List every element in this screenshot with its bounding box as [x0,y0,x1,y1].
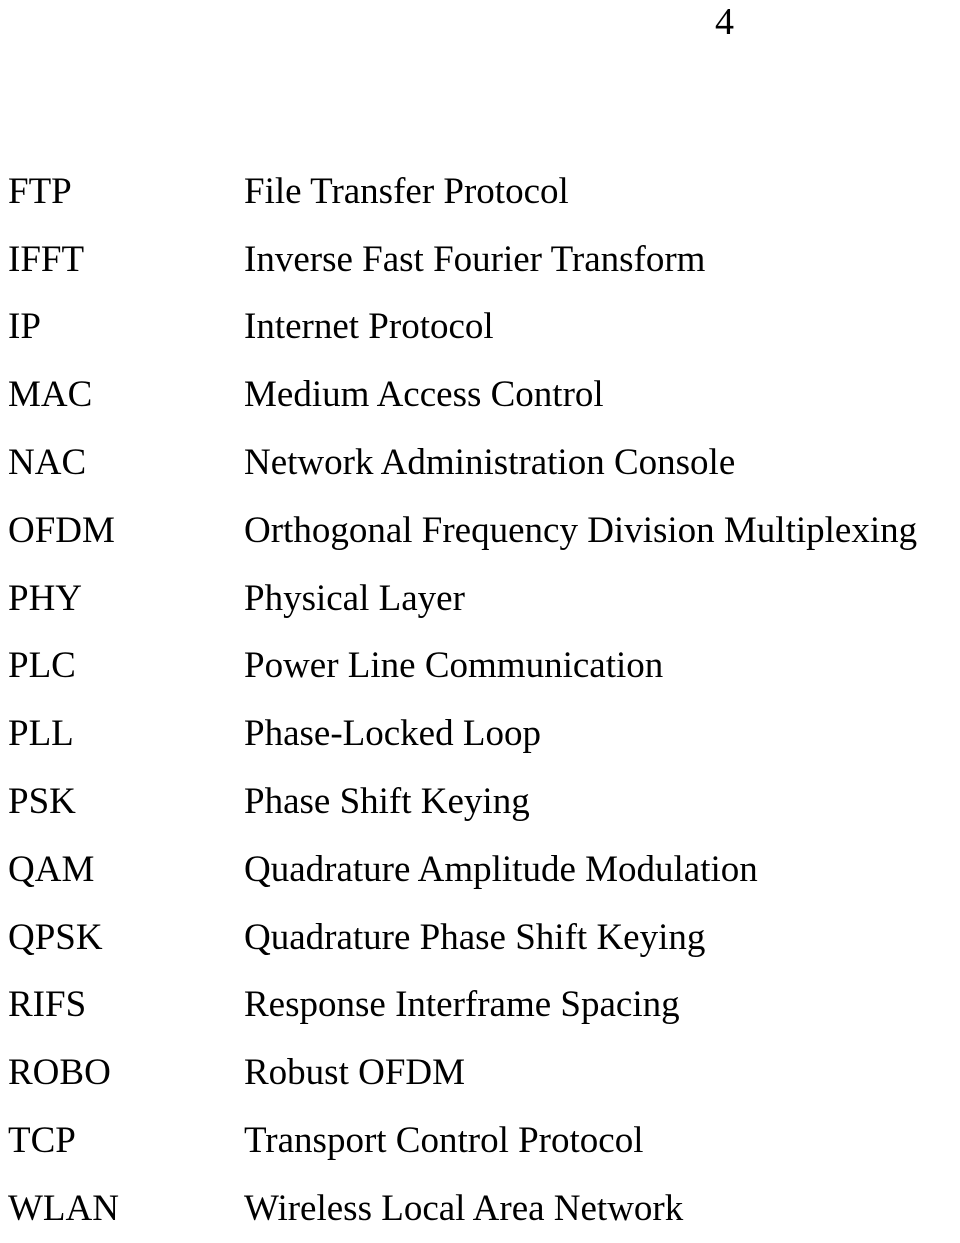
abbreviation-term: ROBO [8,1052,111,1094]
abbreviation-term: FTP [8,170,72,212]
abbreviation-row [8,565,958,633]
abbreviation-row [8,1107,958,1175]
abbreviation-term: TCP [8,1120,76,1162]
abbreviation-definition: Power Line Communication [244,645,664,687]
abbreviation-row [8,158,958,226]
abbreviation-term: PHY [8,577,83,619]
page-number: 4 [715,1,734,43]
abbreviation-definition: Quadrature Phase Shift Keying [244,916,706,958]
abbreviation-term: IP [8,306,41,348]
abbreviation-definition: Quadrature Amplitude Modulation [244,848,758,890]
abbreviation-row [8,836,958,904]
abbreviation-row [8,633,958,701]
abbreviation-definition: File Transfer Protocol [244,170,569,212]
abbreviation-definition: Phase Shift Keying [244,781,530,823]
abbreviation-row [8,429,958,497]
abbreviation-definition: Wireless Local Area Network [244,1187,684,1229]
abbreviation-term: PSK [8,781,76,823]
abbreviation-term: WLAN [8,1187,119,1229]
abbreviation-row [8,972,958,1040]
abbreviation-row [8,1039,958,1107]
abbreviation-term: IFFT [8,238,85,280]
abbreviation-row [8,361,958,429]
abbreviation-term: RIFS [8,984,87,1026]
abbreviation-row [8,1175,958,1243]
abbreviation-row [8,226,958,294]
abbreviation-definition: Physical Layer [244,577,465,619]
abbreviation-list [8,158,958,1243]
abbreviation-definition: Network Administration Console [244,442,736,484]
abbreviation-term: OFDM [8,509,115,551]
abbreviation-definition: Orthogonal Frequency Division Multiplexing [244,509,918,551]
abbreviation-term: PLC [8,645,76,687]
abbreviation-row [8,294,958,362]
abbreviation-definition: Response Interframe Spacing [244,984,680,1026]
abbreviation-definition: Medium Access Control [244,374,604,416]
abbreviation-definition: Internet Protocol [244,306,494,348]
abbreviation-term: MAC [8,374,93,416]
abbreviation-term: NAC [8,442,87,484]
abbreviation-row [8,497,958,565]
abbreviation-row [8,700,958,768]
abbreviation-definition: Inverse Fast Fourier Transform [244,238,706,280]
abbreviation-term: QPSK [8,916,103,958]
abbreviation-definition: Phase-Locked Loop [244,713,541,755]
abbreviation-term: PLL [8,713,74,755]
abbreviation-definition: Robust OFDM [244,1052,466,1094]
abbreviation-term: QAM [8,848,95,890]
abbreviation-definition: Transport Control Protocol [244,1120,644,1162]
abbreviation-row [8,768,958,836]
abbreviation-row [8,904,958,972]
